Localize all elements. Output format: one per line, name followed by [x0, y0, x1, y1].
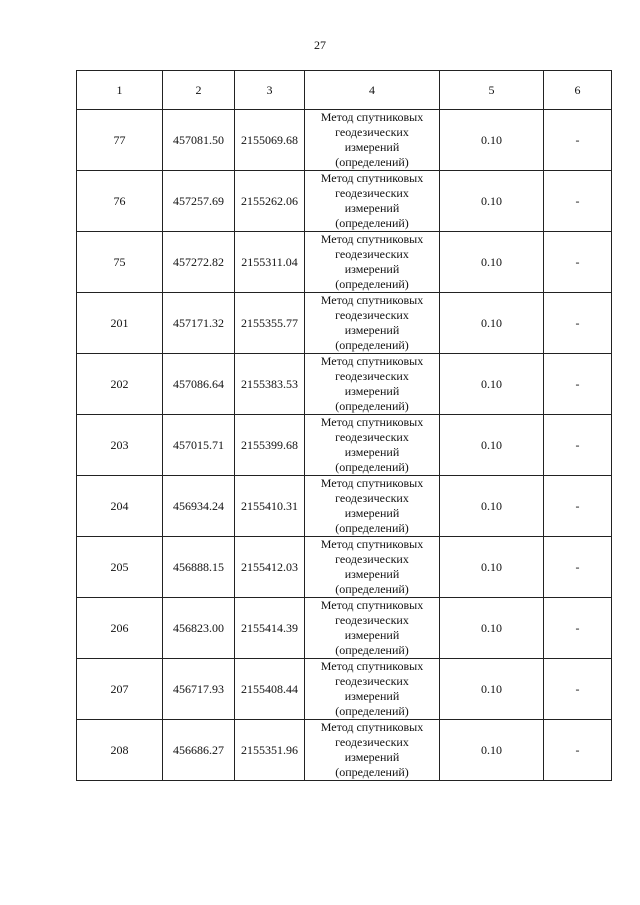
note-cell: -: [544, 537, 612, 598]
method-cell: [305, 720, 440, 781]
method-line: измерений: [344, 384, 400, 398]
method-cell: [305, 232, 440, 293]
table-row: [77, 232, 612, 293]
method-line: (определений): [335, 216, 409, 230]
page-number: 27: [314, 38, 326, 52]
method-cell: [305, 476, 440, 537]
method-cell: [305, 537, 440, 598]
method-line: измерений: [344, 323, 400, 337]
note-cell: -: [544, 232, 612, 293]
note-cell: -: [544, 476, 612, 537]
method-cell: [305, 415, 440, 476]
accuracy-cell: 0.10: [440, 598, 544, 659]
method-line: Метод спутниковых: [320, 110, 424, 124]
method-line: Метод спутниковых: [320, 720, 424, 734]
y-coordinate-cell: 2155410.31: [235, 476, 305, 537]
x-coordinate-cell: 456686.27: [163, 720, 235, 781]
y-coordinate-cell: 2155412.03: [235, 537, 305, 598]
header-cell-1: 1: [77, 71, 163, 110]
point-cell: 206: [77, 598, 163, 659]
point-cell: 201: [77, 293, 163, 354]
header-cell-3: 3: [235, 71, 305, 110]
y-coordinate-cell: 2155311.04: [235, 232, 305, 293]
x-coordinate-cell: 456717.93: [163, 659, 235, 720]
note-cell: -: [544, 110, 612, 171]
x-coordinate-cell: 457015.71: [163, 415, 235, 476]
accuracy-cell: 0.10: [440, 232, 544, 293]
accuracy-cell: 0.10: [440, 354, 544, 415]
method-line: (определений): [335, 399, 409, 413]
accuracy-cell: 0.10: [440, 293, 544, 354]
header-cell-6: 6: [544, 71, 612, 110]
method-line: (определений): [335, 765, 409, 779]
method-line: измерений: [344, 201, 400, 215]
point-cell: 203: [77, 415, 163, 476]
method-line: (определений): [335, 155, 409, 169]
table-row: [77, 293, 612, 354]
method-line: геодезических: [335, 308, 409, 322]
method-cell: [305, 659, 440, 720]
method-line: (определений): [335, 521, 409, 535]
method-line: Метод спутниковых: [320, 659, 424, 673]
y-coordinate-cell: 2155069.68: [235, 110, 305, 171]
method-line: (определений): [335, 704, 409, 718]
note-cell: -: [544, 171, 612, 232]
accuracy-cell: 0.10: [440, 415, 544, 476]
accuracy-cell: 0.10: [440, 476, 544, 537]
method-line: измерений: [344, 506, 400, 520]
accuracy-cell: 0.10: [440, 110, 544, 171]
method-line: измерений: [344, 262, 400, 276]
method-line: геодезических: [335, 491, 409, 505]
x-coordinate-cell: 456823.00: [163, 598, 235, 659]
method-line: геодезических: [335, 369, 409, 383]
method-line: измерений: [344, 567, 400, 581]
x-coordinate-cell: 457171.32: [163, 293, 235, 354]
y-coordinate-cell: 2155355.77: [235, 293, 305, 354]
method-line: Метод спутниковых: [320, 354, 424, 368]
note-cell: -: [544, 415, 612, 476]
y-coordinate-cell: 2155383.53: [235, 354, 305, 415]
table-row: [77, 659, 612, 720]
note-cell: -: [544, 720, 612, 781]
header-cell-4: 4: [305, 71, 440, 110]
table-row: [77, 110, 612, 171]
method-line: геодезических: [335, 613, 409, 627]
x-coordinate-cell: 456888.15: [163, 537, 235, 598]
method-line: (определений): [335, 643, 409, 657]
method-line: (определений): [335, 460, 409, 474]
method-line: измерений: [344, 750, 400, 764]
table-row: [77, 354, 612, 415]
method-line: (определений): [335, 582, 409, 596]
method-cell: [305, 598, 440, 659]
y-coordinate-cell: 2155399.68: [235, 415, 305, 476]
method-line: измерений: [344, 628, 400, 642]
point-cell: 202: [77, 354, 163, 415]
method-cell: [305, 110, 440, 171]
point-cell: 208: [77, 720, 163, 781]
table-row: [77, 476, 612, 537]
note-cell: -: [544, 354, 612, 415]
method-line: измерений: [344, 689, 400, 703]
method-line: (определений): [335, 277, 409, 291]
header-cell-5: 5: [440, 71, 544, 110]
method-line: геодезических: [335, 674, 409, 688]
header-row: [77, 71, 612, 110]
method-line: геодезических: [335, 552, 409, 566]
note-cell: -: [544, 598, 612, 659]
method-line: геодезических: [335, 247, 409, 261]
method-line: Метод спутниковых: [320, 598, 424, 612]
accuracy-cell: 0.10: [440, 659, 544, 720]
table-row: [77, 171, 612, 232]
table-row: [77, 720, 612, 781]
note-cell: -: [544, 293, 612, 354]
table-row: [77, 598, 612, 659]
method-cell: [305, 293, 440, 354]
point-cell: 207: [77, 659, 163, 720]
table-row: [77, 537, 612, 598]
method-cell: [305, 354, 440, 415]
x-coordinate-cell: 456934.24: [163, 476, 235, 537]
method-line: геодезических: [335, 430, 409, 444]
method-line: Метод спутниковых: [320, 476, 424, 490]
table-row: [77, 415, 612, 476]
y-coordinate-cell: 2155408.44: [235, 659, 305, 720]
method-line: Метод спутниковых: [320, 293, 424, 307]
method-line: измерений: [344, 140, 400, 154]
method-line: Метод спутниковых: [320, 537, 424, 551]
method-line: Метод спутниковых: [320, 171, 424, 185]
accuracy-cell: 0.10: [440, 171, 544, 232]
method-cell: [305, 171, 440, 232]
method-line: Метод спутниковых: [320, 232, 424, 246]
method-line: геодезических: [335, 125, 409, 139]
method-line: измерений: [344, 445, 400, 459]
method-line: Метод спутниковых: [320, 415, 424, 429]
y-coordinate-cell: 2155414.39: [235, 598, 305, 659]
x-coordinate-cell: 457086.64: [163, 354, 235, 415]
point-cell: 75: [77, 232, 163, 293]
y-coordinate-cell: 2155351.96: [235, 720, 305, 781]
x-coordinate-cell: 457081.50: [163, 110, 235, 171]
method-line: геодезических: [335, 735, 409, 749]
coordinates-table: [76, 70, 612, 781]
x-coordinate-cell: 457272.82: [163, 232, 235, 293]
point-cell: 77: [77, 110, 163, 171]
header-cell-2: 2: [163, 71, 235, 110]
method-line: геодезических: [335, 186, 409, 200]
method-line: (определений): [335, 338, 409, 352]
note-cell: -: [544, 659, 612, 720]
accuracy-cell: 0.10: [440, 720, 544, 781]
point-cell: 204: [77, 476, 163, 537]
point-cell: 205: [77, 537, 163, 598]
point-cell: 76: [77, 171, 163, 232]
y-coordinate-cell: 2155262.06: [235, 171, 305, 232]
accuracy-cell: 0.10: [440, 537, 544, 598]
x-coordinate-cell: 457257.69: [163, 171, 235, 232]
